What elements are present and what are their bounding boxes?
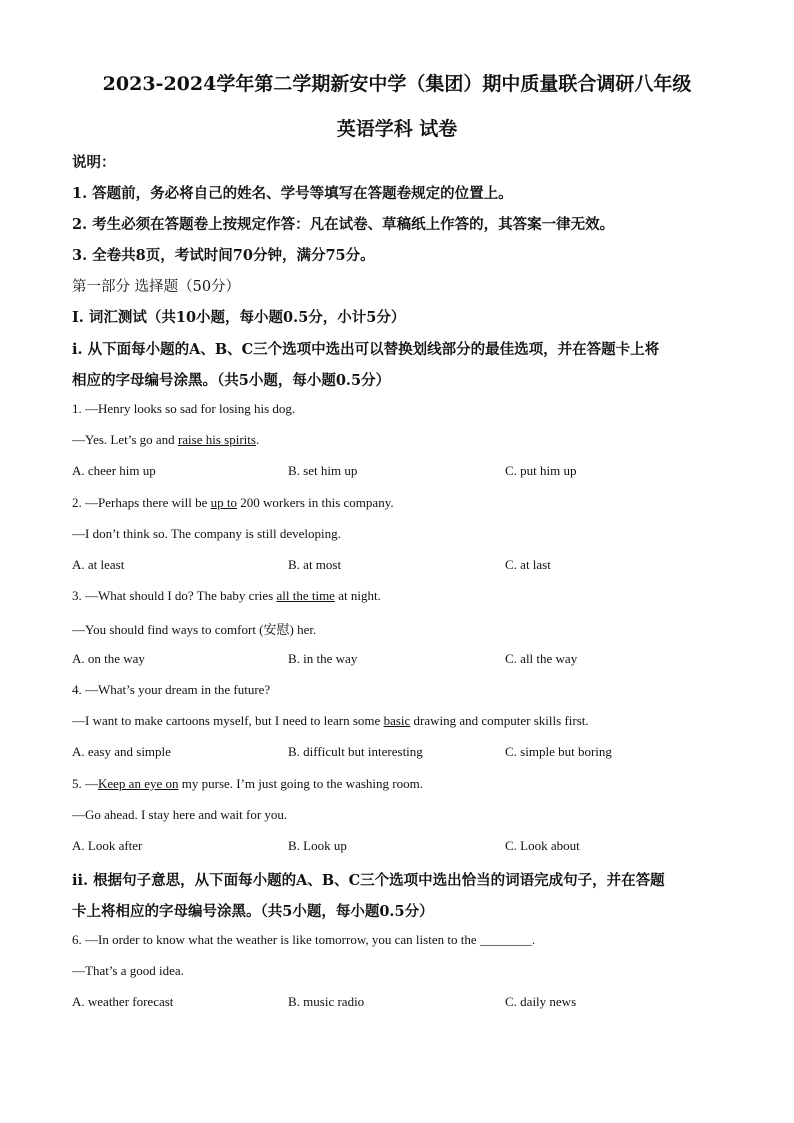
instructions-label: 说明： — [72, 154, 116, 171]
question-line: 3. —What should I do? The baby cries all the time at night. — [72, 588, 381, 603]
underlined-phrase: all the time — [276, 588, 335, 603]
option-a: A. easy and simple — [72, 744, 171, 759]
question-line: —Yes. Let’s go and raise his spirits. — [72, 432, 260, 447]
instruction-item: 2. 考生必须在答题卷上按规定作答：凡在试卷、草稿纸上作答的，其答案一律无效。 — [72, 216, 615, 233]
option-c: C. daily news — [505, 994, 577, 1009]
option-a: A. Look after — [72, 838, 143, 853]
option-a: A. weather forecast — [72, 994, 174, 1009]
page-title: 2023-2024学年第二学期新安中学（集团）期中质量联合调研八年级 — [102, 73, 692, 95]
section-title: I. 词汇测试（共10小题，每小题0.5分，小计5分） — [72, 309, 406, 326]
question-line: 5. —Keep an eye on my purse. I’m just going to the washing room. — [72, 776, 423, 791]
option-c: C. Look about — [505, 838, 580, 853]
option-c: C. at last — [505, 557, 551, 572]
subsection-i-instruction-cont: 相应的字母编号涂黑。（共5小题，每小题0.5分） — [72, 372, 391, 389]
option-b: B. music radio — [288, 994, 365, 1009]
subsection-ii-instruction: ii. 根据句子意思，从下面每小题的A、B、C三个选项中选出恰当的词语完成句子，并在答题 — [72, 872, 665, 889]
option-c: C. simple but boring — [505, 744, 612, 759]
question-line: —That’s a good idea. — [72, 963, 184, 978]
subsection-ii-instruction-cont: 卡上将相应的字母编号涂黑。（共5小题，每小题0.5分） — [72, 903, 434, 920]
underlined-phrase: Keep an eye on — [98, 776, 179, 791]
question-line: —Go ahead. I stay here and wait for you. — [72, 807, 288, 822]
underlined-phrase: raise his spirits — [177, 432, 256, 447]
underlined-phrase: up to — [210, 495, 238, 510]
instruction-item: 3. 全卷共8页，考试时间70分钟，满分75分。 — [72, 247, 375, 264]
question-line: —I want to make cartoons myself, but I need to learn some basic drawing and computer skills first. — [72, 713, 589, 728]
subsection-i-instruction: i. 从下面每小题的A、B、C三个选项中选出可以替换划线部分的最佳选项，并在答题卡上将 — [72, 341, 660, 358]
option-a: A. cheer him up — [72, 463, 156, 478]
option-b: B. difficult but interesting — [288, 744, 423, 759]
question-line: 1. —Henry looks so sad for losing his dog. — [72, 401, 296, 416]
underlined-phrase: basic — [383, 713, 411, 728]
instruction-item: 1. 答题前，务必将自己的姓名、学号等填写在答题卷规定的位置上。 — [72, 185, 513, 202]
option-a: A. at least — [72, 557, 125, 572]
option-c: C. put him up — [505, 463, 577, 478]
question-line: —You should find ways to comfort (安慰) her. — [72, 622, 317, 637]
question-line: 6. —In order to know what the weather is like tomorrow, you can listen to the ________. — [72, 932, 536, 947]
option-b: B. in the way — [288, 651, 358, 666]
option-c: C. all the way — [505, 651, 578, 666]
question-line: 4. —What’s your dream in the future? — [72, 682, 271, 697]
question-line: 2. —Perhaps there will be up to 200 workers in this company. — [72, 495, 394, 510]
question-line: —I don’t think so. The company is still developing. — [72, 526, 341, 541]
option-b: B. at most — [288, 557, 342, 572]
part-title: 第一部分 选择题（50分） — [72, 279, 241, 295]
option-b: B. set him up — [288, 463, 358, 478]
page-subtitle: 英语学科 试卷 — [336, 118, 458, 140]
option-b: B. Look up — [288, 838, 347, 853]
option-a: A. on the way — [72, 651, 145, 666]
